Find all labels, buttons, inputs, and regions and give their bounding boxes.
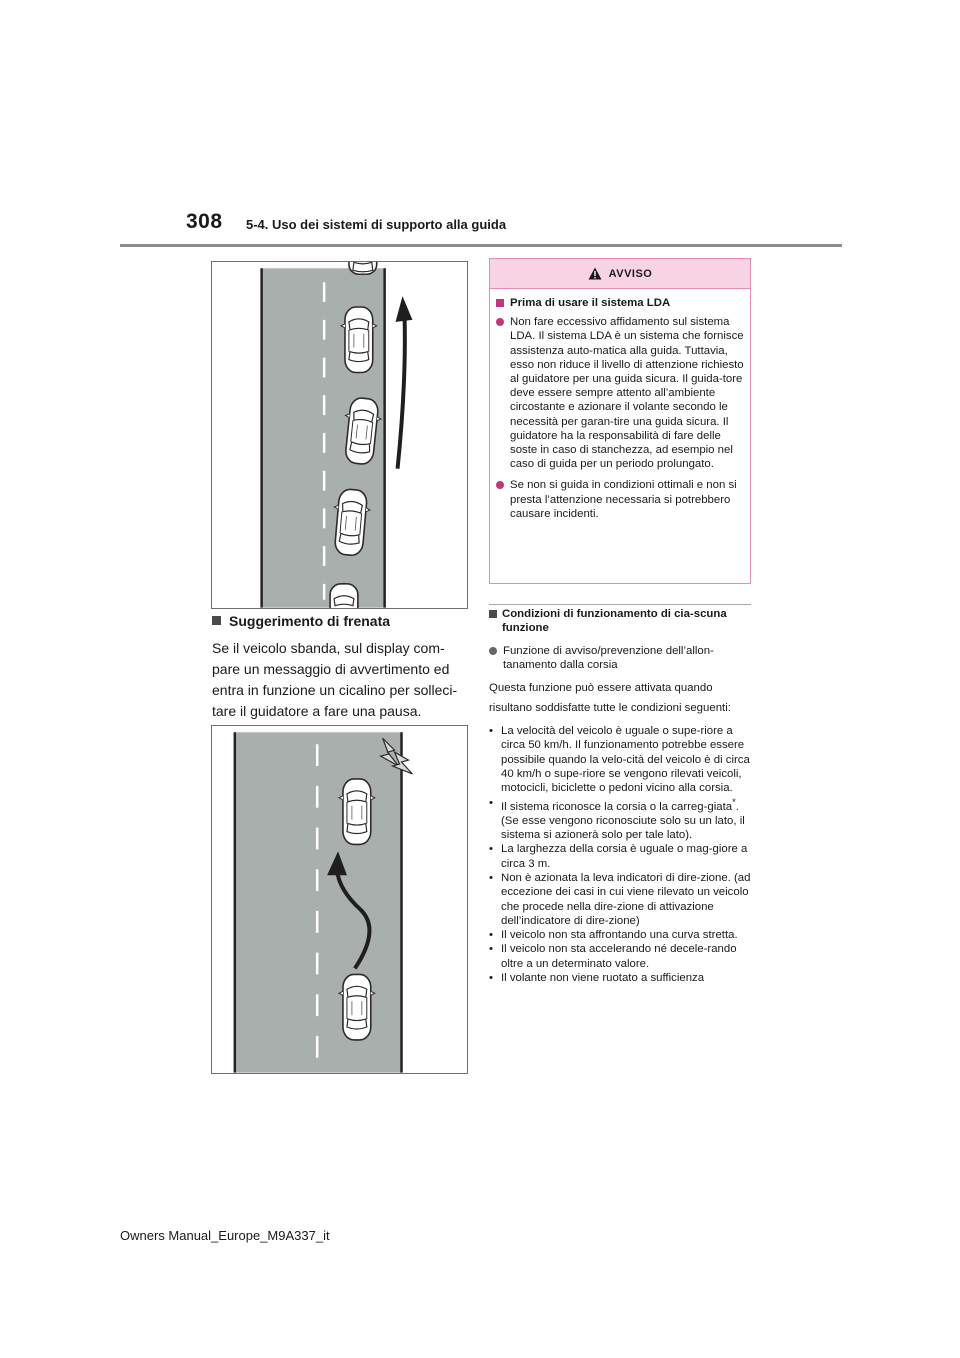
section-title: 5-4. Uso dei sistemi di supporto alla guida — [246, 217, 507, 232]
car-top-partial — [349, 262, 377, 274]
square-bullet-icon — [212, 616, 221, 625]
car-approaching — [339, 974, 375, 1039]
drift-arrow-head — [396, 296, 413, 322]
subheading-text: Funzione di avviso/prevenzione dell’allon-tanamento dalla corsia — [503, 644, 714, 671]
page-number: 308 — [186, 210, 223, 233]
warning-triangle-icon — [588, 267, 602, 280]
list-item-text: Il veicolo non sta affrontando una curva stretta. — [501, 929, 738, 942]
list-item — [489, 928, 751, 942]
list-item-text: Non è azionata la leva indicatori di dire-zione. (ad eccezione dei casi in cui viene rilevato un veicolo che procede nella dire-zione di attivazione dell’indicatore di dire-zione) — [501, 871, 751, 927]
drift-arrow-line — [398, 314, 405, 469]
lane-departure-svg — [212, 726, 467, 1073]
list-item-text: Il veicolo non sta accelerando né decele-rando oltre a un determinato valore. — [501, 943, 737, 970]
lane-drift-svg — [212, 262, 467, 608]
list-item — [489, 871, 751, 928]
warning-body — [490, 289, 750, 521]
warning-heading-text: Prima di usare il sistema LDA — [510, 297, 671, 309]
warning-title: AVVISO — [608, 267, 653, 280]
round-bullet-icon — [496, 481, 504, 489]
square-bullet-icon — [489, 610, 497, 618]
header-divider — [120, 244, 842, 247]
list-item — [489, 796, 751, 843]
square-bullet-icon — [496, 299, 504, 307]
warning-item — [496, 478, 744, 521]
warning-item-text: Non fare eccessivo affidamento sul sistema LDA. Il sistema LDA è un sistema che fornisce assistenza auto-matica alla guida. Tuttavia, esso non riduce il livello di attenzione richiesto al guidatore per una guida sicura. Il guida-tore deve essere sempre attento all’ambiente circostante e azionare il volante secondo le necessità per garan-tire una guida sicura. Il guidatore ha la responsabilità di fare delle soste in caso di stanchezza, ad esempio nel caso di guida per un periodo prolungato. — [510, 316, 744, 471]
bullet-marker: • — [489, 871, 493, 884]
lane-drift-cars-illustration — [211, 261, 468, 609]
footer-manual-id: Owners Manual_Europe_M9A337_it — [120, 1228, 330, 1243]
bullet-marker: • — [489, 972, 493, 985]
car-drifting-1 — [341, 307, 377, 372]
warning-header — [490, 259, 750, 289]
bullet-marker: • — [489, 943, 493, 956]
lane-departure-warning-illustration — [211, 725, 468, 1074]
warning-box — [489, 258, 751, 584]
section-heading-braking-suggestion — [212, 613, 390, 629]
warning-item — [496, 315, 744, 471]
section-heading-operating-conditions — [489, 607, 751, 636]
bullet-marker: • — [489, 843, 493, 856]
round-bullet-icon — [496, 318, 504, 326]
footnote-marker: * — [732, 796, 736, 808]
car-warned — [339, 779, 375, 844]
list-item — [489, 942, 751, 971]
bullet-marker: • — [489, 929, 493, 942]
list-item — [489, 842, 751, 871]
warning-item-text: Se non si guida in condizioni ottimali e non si presta l’attenzione necessaria si potrebbero causare incidenti. — [510, 479, 737, 520]
bullet-marker: • — [489, 725, 493, 738]
round-bullet-icon — [489, 647, 497, 655]
braking-suggestion-text: Se il veicolo sbanda, sul display com-pare un messaggio di avvertimento ed entra in funzione un cicalino per solleci-tare il guidatore a fare una pausa. — [212, 640, 458, 719]
list-item — [489, 971, 751, 985]
operating-conditions-section — [489, 607, 751, 985]
list-item-text: La velocità del veicolo è uguale o supe-riore a circa 50 km/h. Il funzionamento potrebbe essere possibile quando la velo-cità del veicolo è di circa 40 km/h o supe-riore se vengono rilevati veicoli, motocicli, biciclette o pedoni vicino alla corsia. — [501, 725, 750, 795]
section-heading-text: Condizioni di funzionamento di cia-scuna funzione — [502, 608, 727, 635]
list-item-text: Il volante non viene ruotato a sufficienza — [501, 972, 705, 985]
list-item-text — [501, 796, 751, 843]
bullet-marker: • — [489, 796, 493, 809]
list-item — [489, 724, 751, 795]
conditions-intro: Questa funzione può essere attivata quando risultano soddisfatte tutte le condizioni seguenti: — [489, 682, 731, 715]
list-item-text-part: Il sistema riconosce la corsia o la carreg-giata — [501, 800, 733, 813]
subheading-lane-departure-function — [489, 644, 751, 673]
section-heading-text: Suggerimento di frenata — [229, 613, 391, 629]
warning-heading — [496, 296, 744, 310]
right-column-divider — [489, 604, 751, 605]
list-item-text-part: . (Se esse vengono riconosciute solo su un lato, il sistema si azionerà solo per tale lato). — [501, 800, 745, 842]
car-bottom-partial — [330, 584, 358, 608]
road-surface — [235, 732, 402, 1072]
list-item-text: La larghezza della corsia è uguale o mag-giore a circa 3 m. — [501, 843, 748, 870]
